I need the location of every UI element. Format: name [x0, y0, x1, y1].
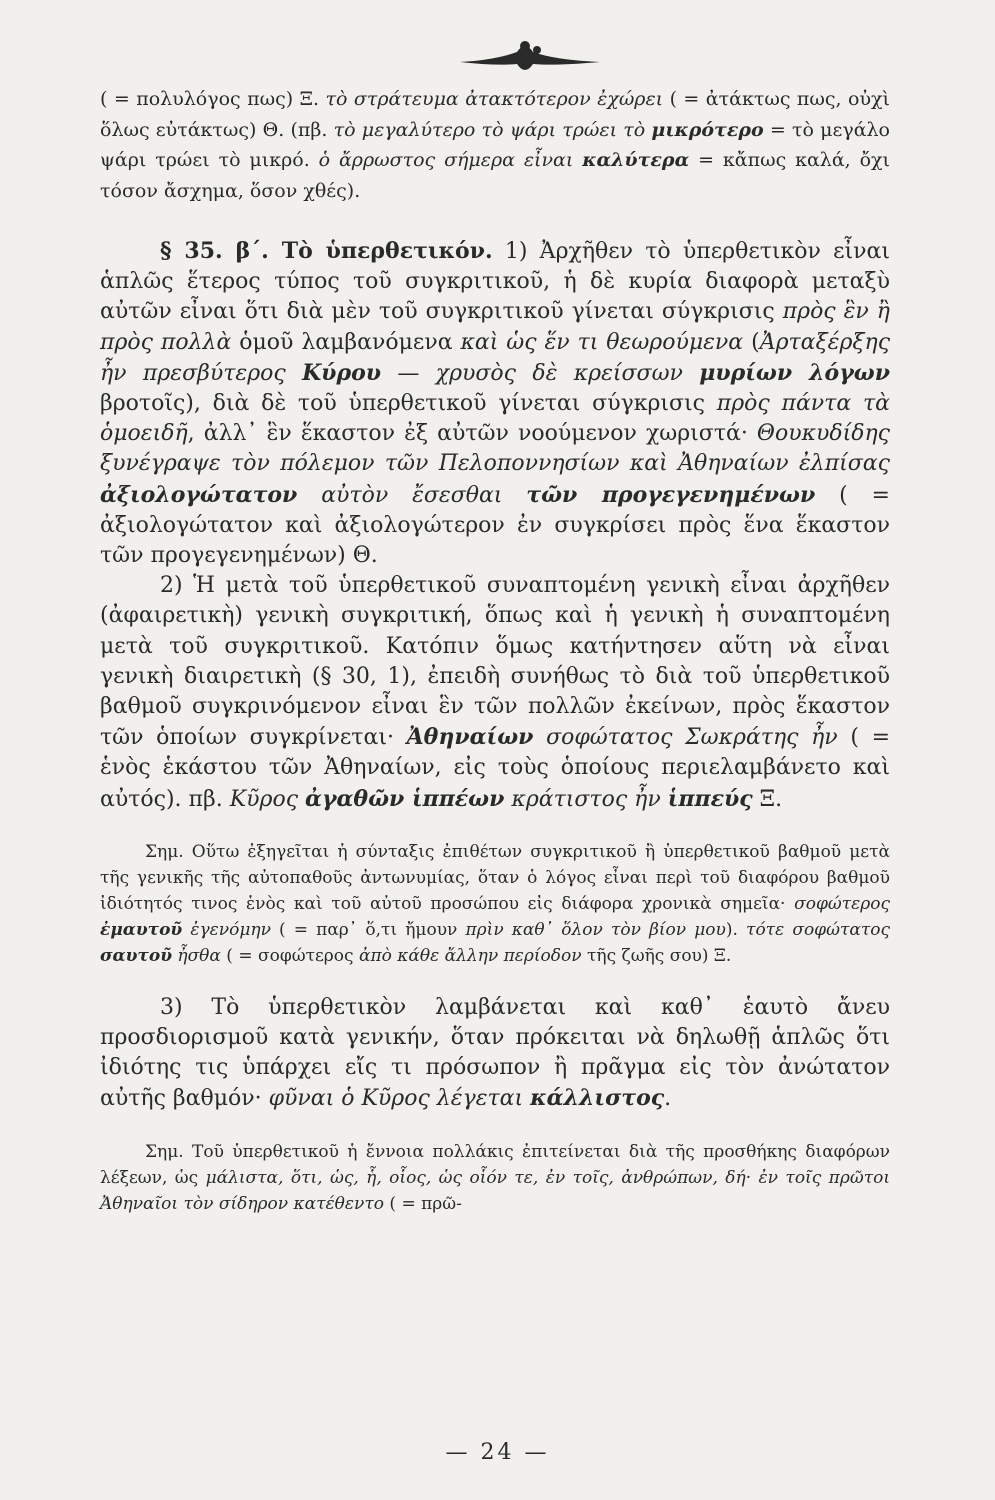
note-1: Σημ. Οὕτω ἐξηγεῖται ἡ σύνταξις ἐπιθέτων συγκριτικοῦ ἢ ὑπερθετικοῦ βαθμοῦ μετὰ τῆς γενικῆς τῆς αὐτοπαθοῦς ἀντωνυμίας, ὅταν ὁ λόγος εἶναι περὶ τοῦ διαφόρου βαθμοῦ ἰδιότητός τινος ἑνὸς καὶ τοῦ αὐτοῦ προσώπου εἰς διάφορα χρονικὰ σημεῖα· σοφώτερος ἐμαυτοῦ ἐγενόμην ( = παρ᾽ ὅ,τι ἤμουν πρὶν καθ᾽ ὅλον τὸν βίον μου). τότε σοφώτατος σαυτοῦ ἦσθα ( = σοφώτερος ἀπὸ κάθε ἄλλην περίοδον τῆς ζωῆς σου) Ξ. [100, 841, 890, 966]
paragraph-section-35: § 35. β΄. Τὸ ὑπερθετικόν. 1) Ἀρχῆθεν τὸ ὑπερθετικὸν εἶναι ἁπλῶς ἕτερος τύπος τοῦ συγκριτικοῦ, ἡ δὲ κυρία διαφορὰ μεταξὺ αὐτῶν εἶναι ὅτι διὰ μὲν τοῦ συγκριτικοῦ γίνεται σύγκρισις πρὸς ἓν ἢ πρὸς πολλὰ ὁμοῦ λαμβανόμενα καὶ ὡς ἕν τι θεωρούμενα (Ἀρταξέρξης ἦν πρεσβύτερος Κύρου — χρυσὸς δὲ κρείσσων μυρίων λόγων βροτοῖς), διὰ δὲ τοῦ ὑπερθετικοῦ γίνεται σύγκρισις πρὸς πάντα τὰ ὁμοειδῆ, ἀλλ᾽ ἓν ἕκαστον ἐξ αὐτῶν νοούμενον χωριστά· Θουκυδίδης ξυνέγραψε τὸν πόλεμον τῶν Πελοποννησίων καὶ Ἀθηναίων ἐλπίσας ἀξιολογώτατον αὐτὸν ἔσεσθαι τῶν προγεγενημένων ( = ἀξιολογώτατον καὶ ἀξιολογώτερον ἐν συγκρίσει πρὸς ἕνα ἕκαστον τῶν προγεγενημένων) Θ. [100, 238, 891, 569]
paragraph-continuation: ( = πολυλόγος πως) Ξ. τὸ στράτευμα ἀτακτότερον ἐχώρει ( = ἀτάκτως πως, οὐχὶ ὅλως εὐτάκτως) Θ. (πβ. τὸ μεγαλύτερο τὸ ψάρι τρώει τὸ μικρότερο = τὸ μεγάλο ψάρι τρώει τὸ μικρό. ὁ ἄρρωστος σήμερα εἶναι καλύτερα = κἄπως καλά, ὄχι τόσον ἄσχημα, ὅσον χθές). [100, 88, 891, 202]
page-body [100, 84, 890, 1217]
paragraph-3: 3) Τὸ ὑπερθετικὸν λαμβάνεται καὶ καθ᾽ ἑαυτὸ ἄνευ προσδιορισμοῦ κατὰ γενικήν, ὅταν πρόκειται νὰ δηλωθῇ ἁπλῶς ὅτι ἰδιότης τις ὑπάρχει εἴς τι πρόσωπον ἢ πρᾶγμα εἰς τὸν ἀνώτατον αὐτῆς βαθμόν· φῦναι ὁ Κῦρος λέγεται κάλλιστος. [100, 994, 890, 1112]
section-heading: § 35. β΄. Τὸ ὑπερθετικόν. [160, 238, 493, 264]
page-number: — 24 — [445, 1440, 550, 1465]
paragraph-2: 2) Ἡ μετὰ τοῦ ὑπερθετικοῦ συναπτομένη γενικὴ εἶναι ἀρχῆθεν (ἀφαιρετικὴ) γενικὴ συγκριτική, ὅπως καὶ ἡ γενικὴ ἡ συναπτομένη μετὰ τοῦ συγκριτικοῦ. Κατόπιν ὅμως κατήντησεν αὕτη νὰ εἶναι γενικὴ διαιρετικὴ (§ 30, 1), ἐπειδὴ συνήθως τὸ διὰ τοῦ ὑπερθετικοῦ βαθμοῦ συγκρινόμενον εἶναι ἓν τῶν πολλῶν ἐκείνων, πρὸς ἕκαστον τῶν ὁποίων συγκρίνεται· Ἀθηναίων σοφώτατος Σωκράτης ἦν ( = ἑνὸς ἑκάστου τῶν Ἀθηναίων, εἰς τοὺς ὁποίους περιελαμβάνετο καὶ αὐτός). πβ. Κῦρος ἀγαθῶν ἱππέων κράτιστος ἦν ἱππεύς Ξ. [100, 573, 891, 812]
note-2: Σημ. Τοῦ ὑπερθετικοῦ ἡ ἔννοια πολλάκις ἐπιτείνεται διὰ τῆς προσθήκης διαφόρων λέξεων, ὡς μάλιστα, ὅτι, ὡς, ἧ, οἷος, ὡς οἷόν τε, ἐν τοῖς, ἀνθρώπων, δή· ἐν τοῖς πρῶτοι Ἀθηναῖοι τὸν σίδηρον κατέθεντο ( = πρῶ- [100, 1141, 890, 1214]
decorative-ornament-icon [455, 30, 605, 80]
